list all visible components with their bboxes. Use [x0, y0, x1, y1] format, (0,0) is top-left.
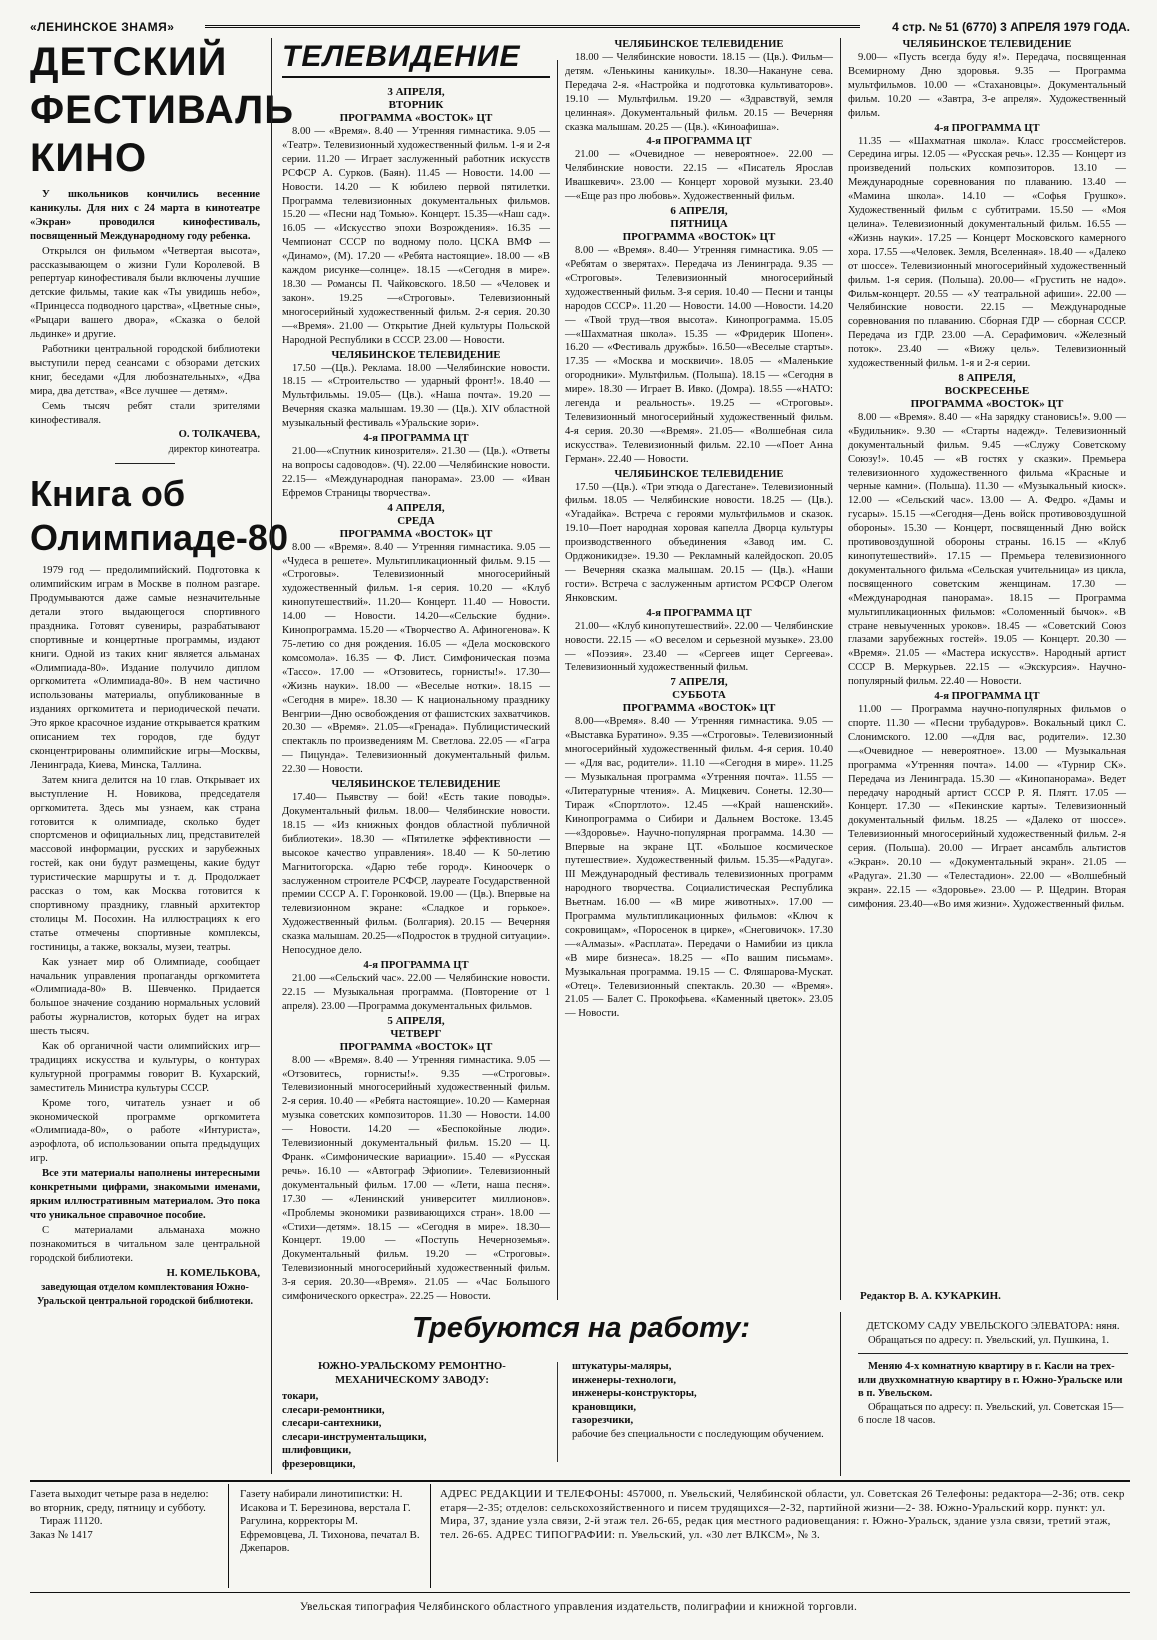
tv-program-head: ПРОГРАММА «ВОСТОК» ЦТ — [622, 231, 776, 244]
tv-program-head: ЧЕЛЯБИНСКОЕ ТЕЛЕВИДЕНИЕ — [902, 39, 1072, 50]
job-item: инженеры-технологи, — [572, 1374, 677, 1386]
tv-weekday: СРЕДА — [397, 514, 435, 527]
printer-line: Увельская типография Челябинского областного управления издательств, полиграфии и книжной торговли. — [299, 1601, 858, 1613]
tv-program-head: ПРОГРАММА «ВОСТОК» ЦТ — [622, 702, 776, 715]
tv-day: 3 АПРЕЛЯ, — [387, 86, 445, 98]
article1-title-line: КИНО — [30, 136, 148, 180]
tv-weekday: ВТОРНИК — [388, 99, 444, 111]
issue-line: 4 стр. № 51 (6770) 3 АПРЕЛЯ 1979 ГОДА. — [892, 20, 1130, 34]
tv-listing: 21.00 —«Сельский час». 22.00 — Челябинские новости. 22.15 — Музыкальная программа. (Повторение от 1 апреля). 23.00 —Программа документальных фильмов. — [282, 972, 550, 1012]
footer-circulation: Тираж 11120. — [40, 1515, 103, 1528]
article1-title — [30, 38, 294, 182]
article1-title-line: ДЕТСКИЙ — [30, 40, 228, 84]
footer-address: АДРЕС РЕДАКЦИИ И ТЕЛЕФОНЫ: 457000, п. Увельский, Челябинской области, ул. Советская 26 Телефоны: редактора—2-36; отв. секр етаря—2-35; отделов: сельскохозяйственного и писем трудящихся—2-32, партийной жизни—2- 38. Южно-Уральский корр. пункт: ул. Мира, 37, здание узла связи, 2-й этаж тел. 26-65, редак ция местного радиовещания: г. Южно-Уральск, здание узла связи, третий этаж, тел. 26-65. АДРЕС ТИПОГРАФИИ: п. Увельский, ул. «30 лет ВЛКСМ», № 3. — [440, 1488, 1125, 1541]
job-item: слесари-сантехники, — [282, 1418, 382, 1429]
article1-paragraph: Семь тысяч ребят стали зрителями кинофестиваля. — [30, 400, 260, 426]
employer-name: ЮЖНО-УРАЛЬСКОМУ РЕМОНТНО-МЕХАНИЧЕСКОМУ ЗАВОДУ: — [318, 1361, 506, 1386]
tv-program-head: 4-я ПРОГРАММА ЦТ — [646, 607, 752, 619]
left-column — [30, 38, 294, 1468]
tv-heading: ТЕЛЕВИДЕНИЕ — [282, 40, 550, 78]
article2-author-title: заведующая отделом комплектования Южно-Уральской центральной городской библиотеки. — [36, 1282, 254, 1308]
kindergarten-address: Обращаться по адресу: п. Увельский, ул. Пушкина, 1. — [868, 1334, 1110, 1346]
tv-program-head: 4-я ПРОГРАММА ЦТ — [363, 959, 469, 971]
job-item: токари, — [282, 1391, 319, 1402]
tv-listing: 8.00 — «Время». 8.40— Утренняя гимнастика. 9.05 — «Ребятам о зверятах». Передача из Ленинграда. 9.35 — «Строговы». Телевизионный многосерийный художественный фильм. 3-я серия. 10.40 — Песни и танцы народов СССР». 11.20 — Новости. 14.00 —Новости. 14.20 — «Твой труд—твоя высота». Кинопрограмма. 15.05 —«Шахматная школа». 15.35 — «Фридерик Шопен». 16.20 — «Фестиваль дружбы». 16.50—«Веселые старты». 17.35 — «Москва и москвичи». 18.05 — «Маленькие огородники». Мультфильм. (Польша). 18.15 — «Сегодня в мире». 18.30 — Играет В. Ивко. (Домра). 18.55 —«НАТО: легенда и реальность». 19.25 — «Строговы». Телевизионный многосерийный художественный фильм. 4-я серия. 20.30 —«Время». 21.05— «Волшебная сила искусства». Телевизионный фильм. 22.10 —«Поет Анна Герман». 22.40 — Новости. — [565, 245, 833, 465]
tv-program-head: 4-я ПРОГРАММА ЦТ — [934, 122, 1040, 134]
editor-signature: Редактор В. А. КУКАРКИН. — [860, 1290, 1001, 1302]
tv-column-2 — [282, 38, 550, 1303]
tv-listing: 17.50 —(Цв.). Реклама. 18.00 —Челябинские новости. 18.15 — «Строительство — ударный фронт!». 18.40 — Мультфильмы. 19.05— (Цв.). «Наша почта». 19.20 — Вечерняя сказка малышам. 19.30 — (Цв.). XIV областной музыкальный фестиваль «Уральские зори». — [282, 362, 550, 430]
footer-rule — [30, 1480, 1130, 1482]
article2-paragraph: Затем книга делится на 10 глав. Открывает их выступление Н. Новикова, председателя оргкомитета. Здесь мы узнаем, как страна готовится к олимпиаде, сколько будет спортсменов и официальных лиц, представителей массовой информации, русских и зарубежных гостей, как они будут размещены, какие будут туристические маршруты и т. д. Продолжает рассказ о том, как Москва готовится к спортивному празднику, главный архитектор столицы М. Посохин. На иллюстрациях к его статье отмечены спортивные комплексы, гостиницы, а также, вокзалы, музеи, театры. — [30, 774, 260, 953]
tv-listing: 11.35 — «Шахматная школа». Класс гроссмейстеров. Середина игры. 12.05 — «Русская речь». 12.35 — Концерт из произведений польских композиторов. 13.10 — Международные соревнования по плаванию. 13.40 — «Мамина школа». 14.10 — «Софья Грушко». Художественный фильм с субтитрами. 15.50 — «Моя целина». Телевизионный документальный фильм. 16.55 — «Жизнь науки». 17.25 — Концерт Московского камерного хора. 17.55 —«Человек. Земля, Вселенная». 18.40 — «Далеко от шоссе». Телевизионный многосерийный художественный фильм. 1-я серия. (Польша). 20.00— «Грустить не надо». Фильм-концерт. 20.55 — «У театральной афиши». 22.00 — Челябинские новости. 22.15 — Международные соревнования по плаванию. Сборная ГДР — сборная СССР. Передача из ГДР. 23.00 —А. Серафимович. «Железный поток». 23.40 — «Вижу цель». Телевизионный художественный фильм. 1-я и 2-я серии. — [848, 135, 1126, 370]
footer-order: Заказ № 1417 — [30, 1528, 93, 1541]
ads-right-block — [572, 1360, 827, 1441]
tv-weekday: ВОСКРЕСЕНЬЕ — [944, 384, 1030, 397]
tv-listing: 21.00—«Спутник кинозрителя». 21.30 — (Цв.). «Ответы на вопросы садоводов». (Ч). 22.00 —Челябинские новости. 22.15— «Международная панорама». 23.00 — «Иван Ефремов Страницы творчества». — [282, 446, 550, 499]
tv-day: 4 АПРЕЛЯ, — [387, 501, 445, 514]
masthead-rule — [205, 25, 860, 29]
tv-program-head: 4-я ПРОГРАММА ЦТ — [646, 136, 752, 148]
footer-schedule-text: Газета выходит четыре раза в неделю: во вторник, среду, пятницу и субботу. — [30, 1488, 209, 1514]
ads-left-block — [282, 1360, 542, 1471]
article1-author-title: директор кинотеатра. — [168, 444, 260, 456]
article2-title — [30, 472, 288, 560]
tv-day: 8 АПРЕЛЯ, — [958, 371, 1016, 384]
article1-title-line: ФЕСТИВАЛЬ — [30, 88, 294, 132]
tv-program-head: ПРОГРАММА «ВОСТОК» ЦТ — [339, 527, 493, 540]
kindergarten-ad: ДЕТСКОМУ САДУ УВЕЛЬСКОГО ЭЛЕВАТОРА: няня. — [866, 1321, 1120, 1332]
article1-author: О. ТОЛКАЧЕВА, — [178, 429, 260, 441]
tv-weekday: ПЯТНИЦА — [670, 218, 728, 231]
tv-column-4 — [848, 38, 1126, 1278]
job-item: газорезчики, — [572, 1415, 634, 1426]
exchange-address: Обращаться по адресу: п. Увельский, ул. Советская 15—6 после 18 часов. — [858, 1401, 1124, 1426]
footer-rule — [30, 1592, 1130, 1593]
tv-listing: 8.00 — «Время». 8.40 — «На зарядку становись!». 9.00 — «Будильник». 9.30 — «Старты надежд». Телевизионный документальный фильм. 9.45 —«Служу Советскому Союзу!». 10.45 — «В гостях у сказки». Премьера телевизионного художественного фильма «Красные и черные камни». (Польша). 11.30 — «Музыкальный киоск». 12.00 — «Сельский час». 13.00 — А. Федро. «Дамы и гусары». 15.15 —«Сегодня—День войск противовоздушной обороны». 15.30 — Концерт, посвященный Дню войск противовоздушной обороны страны. 16.15 — «Клуб кинопутешествий». 17.15 — Премьера телевизионного документального фильма «Сельская учительница» из цикла, посвященного советским женщинам. 17.30 — «Международная панорама». 18.15 — Программа мультипликационных фильмов: «Соломенный бычок». «В стране невыученных уроков». 18.45 — «Советский Союз глазами зарубежных гостей». 19.05 — Концерт. 20.30 — «Время». 21.05 — «Мастера искусств». Народный артист СССР В. Меркурьев. 22.15 — «Экскурсия». Научно-популярный фильм. 22.40 — Новости. — [848, 411, 1126, 688]
footer-schedule — [30, 1488, 220, 1542]
ads-rule — [840, 1312, 841, 1476]
tv-program-head: 4-я ПРОГРАММА ЦТ — [363, 433, 469, 445]
tv-listing: 17.50 —(Цв.). «Три этюда о Дагестане». Телевизионный фильм. 18.05 — Челябинские новости. 18.25 — (Цв.). «Угадайка». Встреча с героями мультфильмов и сказок. 19.10—Поет народная хоровая капелла Дворца культуры производственного объединения «Завод им. С. Орджоникидзе». 19.30 — Рекламный калейдоскоп. 20.05 — Вечерняя сказка малышам. 20.15 — (Цв.). «Наши гости». Встреча с заслуженным артистом РСФСР Олегом Янковским. — [565, 481, 833, 604]
column-rule — [271, 38, 272, 1474]
article2-paragraph: Как узнает мир об Олимпиаде, сообщает начальник управления пропаганды оргкомитета «Олимпиада-80» В. Шевченко. Придается большое значение созданию нормальных условий работы журналистов, которых будет на играх шесть тысяч. — [30, 956, 260, 1038]
tv-program-head: ЧЕЛЯБИНСКОЕ ТЕЛЕВИДЕНИЕ — [331, 349, 501, 361]
tv-listing: 18.00 — Челябинские новости. 18.15 — (Цв.). Фильм— детям. «Ленькины каникулы». 18.30—Накануне сева. Передача 2-я. «Настройка и подготовка культиваторов». 19.10 — Мультфильм. 19.20 — «Здравствуй, земля целинная». Документальный фильм. 20.15 — Вечерняя сказка малышам. 20.25 — (Цв.). «Киноафиша». — [565, 52, 833, 133]
article2-title-line: Олимпиаде-80 — [30, 517, 288, 559]
tv-program-head: 4-я ПРОГРАММА ЦТ — [934, 691, 1040, 703]
tv-program-head: ПРОГРАММА «ВОСТОК» ЦТ — [339, 112, 493, 124]
tv-listing: 8.00 — «Время». 8.40 — Утренняя гимнастика. 9.05 — «Театр». Телевизионный художественный фильм. 1-я и 2-я серии. 11.20 — Играет заслуженный работник искусств РСФСР А. Сурков. (Баян). 11.45 — Новости. 14.00 — Новости. 14.20 — К юбилею первой пятилетки. Программа телевизионных документальных фильмов. 15.20 — «Песни над Томью». Концерт. 15.35—«Наш сад». 16.05 — «Искусство эпохи Возрождения». 16.35 — Чемпионат СССР по водному поло. ЦСКА ВМФ — «Динамо», (М). 17.20 — «Ребята настоящие». 18.00 — «В каждом рисунке—солнце». 18.15 —«Сегодня в мире». 18.30 — Романсы П. Чайковского. 18.50 — «Человек и закон». 19.25 —«Строговы». Телевизионный многосерийный художественный фильм. 2-я серия. 20.30 —«Время». 21.00 — Открытие Дней культуры Польской Народной Республики в СССР. 23.00 — Новости. — [282, 126, 550, 346]
job-ads — [282, 1312, 827, 1472]
article2-author: Н. КОМЕЛЬКОВА, — [166, 1267, 260, 1279]
tv-program-head: ЧЕЛЯБИНСКОЕ ТЕЛЕВИДЕНИЕ — [331, 779, 501, 791]
ads-title: Требуются на работу: — [412, 1312, 750, 1344]
tv-day: 7 АПРЕЛЯ, — [670, 676, 728, 689]
job-item: слесари-ремонтники, — [282, 1404, 385, 1416]
job-item: шлифовщики, — [282, 1445, 351, 1456]
article1-paragraph: Работники центральной городской библиотеки выступили перед сеансами с обзорами детских книг, беседами «Для любознательных», «Два мира, два детства», «Все лучшее — детям». — [30, 343, 260, 397]
tv-program-head: ПРОГРАММА «ВОСТОК» ЦТ — [339, 1040, 493, 1053]
footer-divider — [228, 1484, 229, 1588]
job-item: слесари-инструментальщики, — [282, 1431, 427, 1443]
tv-weekday: ЧЕТВЕРГ — [390, 1027, 442, 1040]
column-rule — [557, 60, 558, 1300]
paper-name: «ЛЕНИНСКОЕ ЗНАМЯ» — [30, 20, 175, 34]
article2-paragraph: С материалами альманаха можно познакомиться в читальном зале центральной городской библиотеки. — [30, 1224, 260, 1264]
tv-listing: 8.00 — «Время». 8.40 — Утренняя гимнастика. 9.05 — «Отзовитесь, горнисты!». 9.35 —«Строговы». Телевизионный многосерийный художественный фильм. 2-я серия. 10.40 — «Ребята настоящие». 10.20 — Камерная музыка советских композиторов. 11.30 — Новости. 14.00 — Новости. 14.20 — «Беспокойные люди». Телевизионный документальный фильм. 15.20 — Ц. Франк. «Симфонические вариации». 15.40 — «Русская речь». 16.10 — «Автограф Эфиопии». Телевизионный документальный фильм. 17.00 — «Лети, наша песня». 17.30 — «Ленинский университет миллионов». «Проблемы экономики развивающихся стран». 18.00 — «Стихи—детям». 18.15 — «Сегодня в мире». 18.30— Концерт. 19.00 — «Поступь Нечерноземья». Документальный фильм. 19.20 — «Строговы». Телевизионный многосерийный художественный фильм. 3-я серия. 20.30—«Время». 21.05 — «Час Большого симфонического оркестра». 22.25 — Новости. — [282, 1054, 550, 1303]
tv-listing: 8.00—«Время». 8.40 — Утренняя гимнастика. 9.05 — «Выставка Буратино». 9.35 —«Строговы». Телевизионный многосерийный художественный фильм. 4-я серия. 10.40— «Для вас, родители». 11.10 —«Сегодня в мире». 11.25 — Музыкальная программа «Утренняя почта». 11.55 — «Литературные чтения». А. Мицкевич. Сонеты. 12.30—Тираж «Спортлото». 12.45 —«Край нашенский». Кинопрограмма о Сибири и Дальнем Востоке. 13.45 —«Здоровье». Научно-популярная программа. 14.30 —Впервые на экране ЦТ. «Большое космическое путешествие». Художественный фильм. 15.35—«Радуга». III Международный фестиваль телевизионных программ народного творчества. Социалистическая Республика Вьетнам. 16.00 — «В мире животных». 17.00 — Программа мультипликационных фильмов: «Ключ к сокровищам», «Поросенок в цирке», «Снеговичок». 17.30 —«Алмазы». «Расплата». Передачи о Намибии из цикла «В мире бизнеса». 18.25 — «По вашим письмам». Музыкальная программа. 19.15 — С. Фляшарова-Мускат. «Отец». Телевизионный спектакль. 20.30 — «Время». 21.05 — Балет С. Прокофьева. «Каменный цветок». 23.05 — Новости. — [565, 716, 833, 1020]
footer-staff: Газету набирали линотипистки: Н. Исакова и Т. Березинова, верстала Г. Рагулина, корректоры М. Ефремовцева, Л. Тихонова, печатал В. Джепаров. — [240, 1488, 420, 1555]
job-item: крановщики, — [572, 1401, 637, 1413]
tv-day: 5 АПРЕЛЯ, — [387, 1014, 445, 1027]
job-item: инженеры-конструкторы, — [572, 1388, 697, 1399]
divider — [115, 463, 175, 464]
tv-listing: 11.00 — Программа научно-популярных фильмов о спорте. 11.30 — «Песни трубадуров». Вокальный цикл С. Слонимского. 12.00 —«Для вас, родители». 12.30 —«Очевидное — невероятное». 13.00 — Музыкальная программа «Утренняя почта». 14.00 — «Турнир СК». Передача из Ленинграда. 15.30 — «Кинопанорама». Ведет передачу народный артист СССР Р. Я. Плятт. 17.05 — Концерт. 17.30 — «Пекинские карты». Телевизионный документальный фильм. 18.25 — «Далеко от шоссе». Телевизионный многосерийный художественный фильм. 2-я серия. (Польша). 20.00 — Играет ансамбль альтистов «Экран». 20.10 — «Документальный экран». 21.05 — «Радуга». 21.30 — «Телестадион». 22.00 — «Волшебный экран». 22.15 — «Здоровье». 23.00 — Р. Щедрин. Вторая симфония. 23.40—«Во имя жизни». Художественный фильм. — [848, 704, 1126, 910]
masthead — [30, 18, 1130, 38]
article2-paragraph: Все эти материалы наполнены интересными конкретными цифрами, знакомыми именами, ярким иллюстративным материалом. Это пока что уникальное справочное пособие. — [30, 1168, 260, 1221]
tv-program-head: ЧЕЛЯБИНСКОЕ ТЕЛЕВИДЕНИЕ — [614, 468, 784, 480]
tv-program-head: ЧЕЛЯБИНСКОЕ ТЕЛЕВИДЕНИЕ — [614, 39, 784, 50]
tv-listing: 21.00— «Клуб кинопутешествий». 22.00 — Челябинские новости. 22.15 — «О веселом и серьезной музыке». 23.00 — «Поэзия». 23.40 — «Сергеев ищет Сергеева». Телевизионный художественный фильм. — [565, 620, 833, 674]
footer-divider — [430, 1484, 431, 1588]
divider — [858, 1353, 1128, 1354]
tv-column-3 — [565, 38, 833, 1278]
tv-listing: 17.40— Пьявству — бой! «Есть такие поводы». Документальный фильм. 18.00— Челябинские новости. 18.15 — «Из книжных фондов областной публичной библиотеки». 18.30 — «Пятилетке эффективности — высокое качество управления». 18.40 — К 50-летию Магнитогорска. «Дарю тебе город». Киноочерк о заслуженном строителе РСФСР, лауреате Государственной премии СССР А. Г. Горонковой. 19.00 — (Цв.). Впервые на телевизионном экране: «Сладкое и горькое». Художественный фильм. (Болгария). 20.15 — Вечерняя сказка малышам. 20.25—«Подросток в трудной ситуации». Непосудное дело. — [282, 792, 550, 957]
side-ads — [858, 1320, 1128, 1428]
article2-paragraph: Кроме того, читатель узнает и об экономической программе оргкомитета «Олимпиада-80», о работе «Интуриста», аэрофлота, об использовании опыта предыдущих игр. — [30, 1097, 260, 1165]
tv-weekday: СУББОТА — [672, 689, 726, 702]
article2-paragraph: 1979 год — предолимпийский. Подготовка к олимпийским играм в Москве в полном разгаре. Продумываются даже самые незначительные детали этого выдающегося спортивного праздника. Готовят сувениры, разрабатывают спортивные и концертные программы, издают книги. Одной из таких книг является альманах «Олимпиада-80». Издание получило диплом оргкомитета «Олимпиада-80». В нем частично использованы материалы, опубликованные в изданиях оргкомитета и периодической печати. Это яркое красочное издание открывается кратким описанием тех городов, где будут сконцентрированы олимпийские игры—Москвы, Ленинграда, Киева, Минска, Таллина. — [30, 565, 260, 771]
tv-listing: 21.00 — «Очевидное — невероятное». 22.00 — Челябинские новости. 22.15 — «Писатель Ярослав Ивашкевич». 23.00 — Концерт хоровой музыки. 23.40 —«Еще раз про любовь». Художественный фильм. — [565, 149, 833, 203]
job-note: рабочие без специальности с последующим обучением. — [572, 1428, 824, 1440]
article2-title-line: Книга об — [30, 473, 186, 515]
tv-listing: 8.00 — «Время». 8.40 — Утренняя гимнастика. 9.05 — «Чудеса в решете». Мультипликационный фильм. 9.15 — «Строговы». Телевизионный многосерийный художественный фильм. 1-я серия. 10.20 — «Клуб кинопутешествий». 11.20— Концерт. 11.40 — Новости. 14.00 — Новости. 14.20—«Сельские будни». Кинопрограмма. 15.20 — «Творчество А. Афиногенова». К 75-летию со дня рождения. 16.05 — «Дела московского комсомола». 16.35 — Ф. Лист. Симфоническая поэма «Тассо». 17.00 — «Отзовитесь, горнисты!». 17.30— «Жизнь науки». 18.00 — «Веселые нотки». 18.15 — «Сегодня в мире». 18.30 — К национальному празднику Венгрии—Дню освобождения от фашистских захватчиков. 20.30 — «Время». 21.05—«Гренада». Публицистический спектакль по произведениям М. Светлова. 22.05 — «Гагра — Пицунда». Телевизионный документальный фильм. 22.30 — Новости. — [282, 541, 550, 776]
article2-paragraph: Как об органичной части олимпийских игр—традициях искусства и культуры, о контурах культурной программы говорит В. Кухарский, заместитель Министра культуры СССР. — [30, 1041, 260, 1094]
job-item: фрезеровщики, — [282, 1458, 356, 1470]
tv-program-head: ПРОГРАММА «ВОСТОК» ЦТ — [910, 397, 1064, 410]
article1-paragraph: У школьников кончились весенние каникулы. Для них с 24 марта в кинотеатре «Экран» проводился кинофестиваль, посвященный Международному году ребенка. — [30, 189, 260, 242]
tv-listing: 9.00— «Пусть всегда буду я!». Передача, посвященная Всемирному Дню здоровья. 9.35 — Программа мультфильмов. 10.00 — «Стахановцы». Документальный фильм. 10.20 — «Завтра, 3-е апреля». Художественный фильм. — [848, 52, 1126, 119]
article1-paragraph: Открылся он фильмом «Четвертая высота», рассказывающем о жизни Гули Королевой. В репертуар кинофестиваля были включены лучшие детские фильмы, такие как «Ты увидишь небо», «Принцесса подводного царства», «Цветные сны», «Рыцари вашего двора», «Сказка о белой льдинке» и другие. — [30, 245, 260, 341]
ads-divider — [557, 1362, 558, 1462]
tv-day: 6 АПРЕЛЯ, — [670, 205, 728, 218]
column-rule — [840, 38, 841, 1300]
job-item: штукатуры-маляры, — [572, 1361, 672, 1372]
exchange-ad: Меняю 4-х комнатную квартиру в г. Касли на трех- или двухкомнатную квартиру в г. Южно-Уральске или в п. Увельском. — [858, 1361, 1123, 1399]
